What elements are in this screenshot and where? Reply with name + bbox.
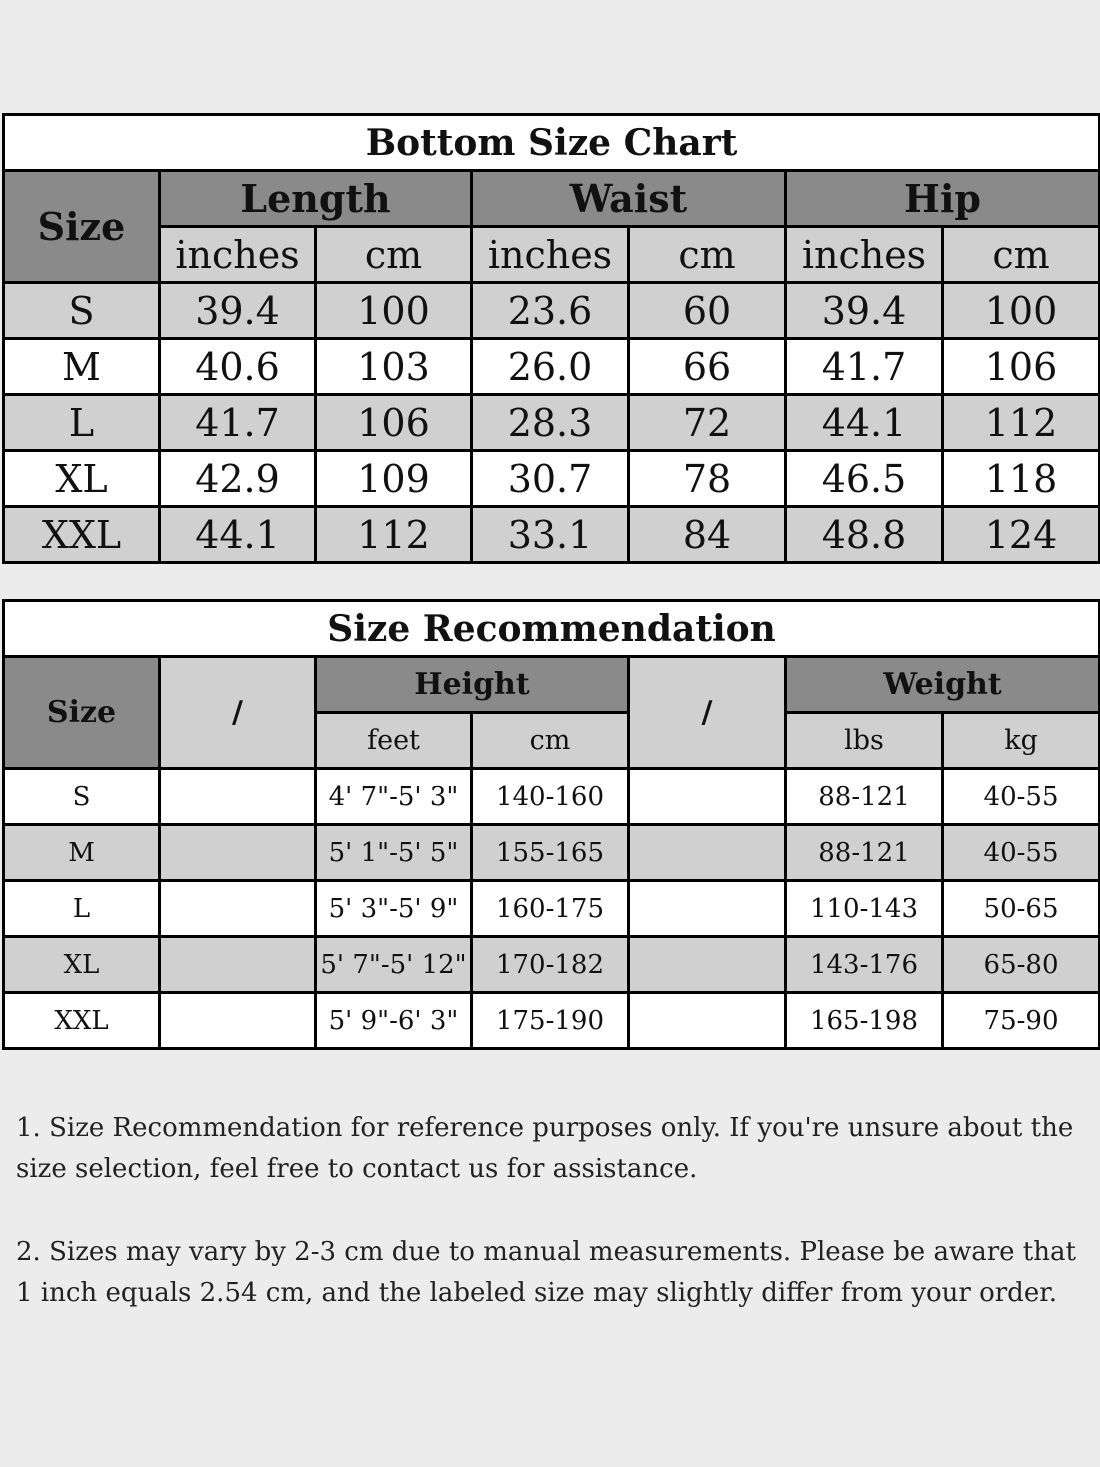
table-row [4, 825, 1100, 881]
table-cell: 72 [629, 395, 786, 451]
slash-cell: / [160, 657, 316, 769]
table-cell: 170-182 [472, 937, 629, 993]
unit-header: kg [943, 713, 1100, 769]
table-cell: 39.4 [160, 283, 316, 339]
table-cell: 88-121 [786, 825, 943, 881]
unit-header: feet [316, 713, 472, 769]
table-cell: 40.6 [160, 339, 316, 395]
size-cell: XXL [4, 993, 160, 1049]
table-cell: 40-55 [943, 769, 1100, 825]
table-cell: 109 [316, 451, 472, 507]
table-row [4, 937, 1100, 993]
table-row [4, 881, 1100, 937]
empty-cell [629, 769, 786, 825]
bottom-size-chart-table [2, 113, 1100, 564]
table-cell: 5' 7"-5' 12" [316, 937, 472, 993]
unit-header: cm [316, 227, 472, 283]
size-cell: L [4, 881, 160, 937]
table-cell: 40-55 [943, 825, 1100, 881]
recommendation-title: Size Recommendation [4, 601, 1100, 657]
unit-header: cm [472, 713, 629, 769]
table-cell: 143-176 [786, 937, 943, 993]
size-cell: M [4, 825, 160, 881]
unit-header: cm [943, 227, 1100, 283]
table-cell: 50-65 [943, 881, 1100, 937]
empty-cell [629, 825, 786, 881]
table-cell: 23.6 [472, 283, 629, 339]
hip-header: Hip [786, 171, 1100, 227]
table-row [4, 451, 1100, 507]
table-cell: 106 [943, 339, 1100, 395]
size-cell: S [4, 769, 160, 825]
table-row [4, 395, 1100, 451]
table-cell: 110-143 [786, 881, 943, 937]
table-cell: 124 [943, 507, 1100, 563]
note-reference: 1. Size Recommendation for reference purposes only. If you're unsure about the size selection, feel free to contact us for assistance. [16, 1113, 1074, 1184]
table-cell: 46.5 [786, 451, 943, 507]
table-cell: 30.7 [472, 451, 629, 507]
unit-header: cm [629, 227, 786, 283]
length-header: Length [160, 171, 472, 227]
table-cell: 88-121 [786, 769, 943, 825]
empty-cell [160, 769, 316, 825]
table-cell: 48.8 [786, 507, 943, 563]
size-cell: XXL [4, 507, 160, 563]
unit-header: lbs [786, 713, 943, 769]
table-cell: 5' 3"-5' 9" [316, 881, 472, 937]
table-cell: 42.9 [160, 451, 316, 507]
size-cell: M [4, 339, 160, 395]
table-cell: 41.7 [160, 395, 316, 451]
table-cell: 112 [943, 395, 1100, 451]
table-cell: 175-190 [472, 993, 629, 1049]
table-cell: 39.4 [786, 283, 943, 339]
size-cell: L [4, 395, 160, 451]
size-cell: XL [4, 937, 160, 993]
height-header: Height [316, 657, 629, 713]
table-cell: 75-90 [943, 993, 1100, 1049]
table-row [4, 283, 1100, 339]
table-cell: 100 [943, 283, 1100, 339]
slash-cell: / [629, 657, 786, 769]
size-recommendation-table [2, 599, 1100, 1050]
table-cell: 44.1 [786, 395, 943, 451]
table-cell: 112 [316, 507, 472, 563]
table-cell: 66 [629, 339, 786, 395]
empty-cell [629, 937, 786, 993]
table-cell: 41.7 [786, 339, 943, 395]
size-cell: XL [4, 451, 160, 507]
empty-cell [160, 825, 316, 881]
unit-header: inches [160, 227, 316, 283]
table-cell: 106 [316, 395, 472, 451]
table-row [4, 993, 1100, 1049]
bottom-chart-title: Bottom Size Chart [4, 115, 1100, 171]
size-header: Size [4, 657, 160, 769]
table-row [4, 339, 1100, 395]
weight-header: Weight [786, 657, 1100, 713]
table-cell: 4' 7"-5' 3" [316, 769, 472, 825]
table-cell: 165-198 [786, 993, 943, 1049]
empty-cell [629, 993, 786, 1049]
empty-cell [160, 937, 316, 993]
table-cell: 118 [943, 451, 1100, 507]
table-cell: 26.0 [472, 339, 629, 395]
table-cell: 103 [316, 339, 472, 395]
unit-header: inches [472, 227, 629, 283]
table-cell: 5' 1"-5' 5" [316, 825, 472, 881]
table-cell: 78 [629, 451, 786, 507]
table-cell: 100 [316, 283, 472, 339]
table-row [4, 507, 1100, 563]
empty-cell [629, 881, 786, 937]
table-cell: 44.1 [160, 507, 316, 563]
size-header: Size [4, 171, 160, 283]
table-cell: 65-80 [943, 937, 1100, 993]
table-cell: 84 [629, 507, 786, 563]
table-cell: 160-175 [472, 881, 629, 937]
table-cell: 5' 9"-6' 3" [316, 993, 472, 1049]
note-measurement: 2. Sizes may vary by 2-3 cm due to manual measurements. Please be aware that 1 inch equals 2.54 cm, and the labeled size may slightly differ from your order. [16, 1237, 1076, 1308]
table-cell: 28.3 [472, 395, 629, 451]
empty-cell [160, 881, 316, 937]
waist-header: Waist [472, 171, 786, 227]
empty-cell [160, 993, 316, 1049]
table-cell: 155-165 [472, 825, 629, 881]
size-cell: S [4, 283, 160, 339]
table-cell: 33.1 [472, 507, 629, 563]
table-cell: 140-160 [472, 769, 629, 825]
table-cell: 60 [629, 283, 786, 339]
unit-header: inches [786, 227, 943, 283]
table-row [4, 769, 1100, 825]
